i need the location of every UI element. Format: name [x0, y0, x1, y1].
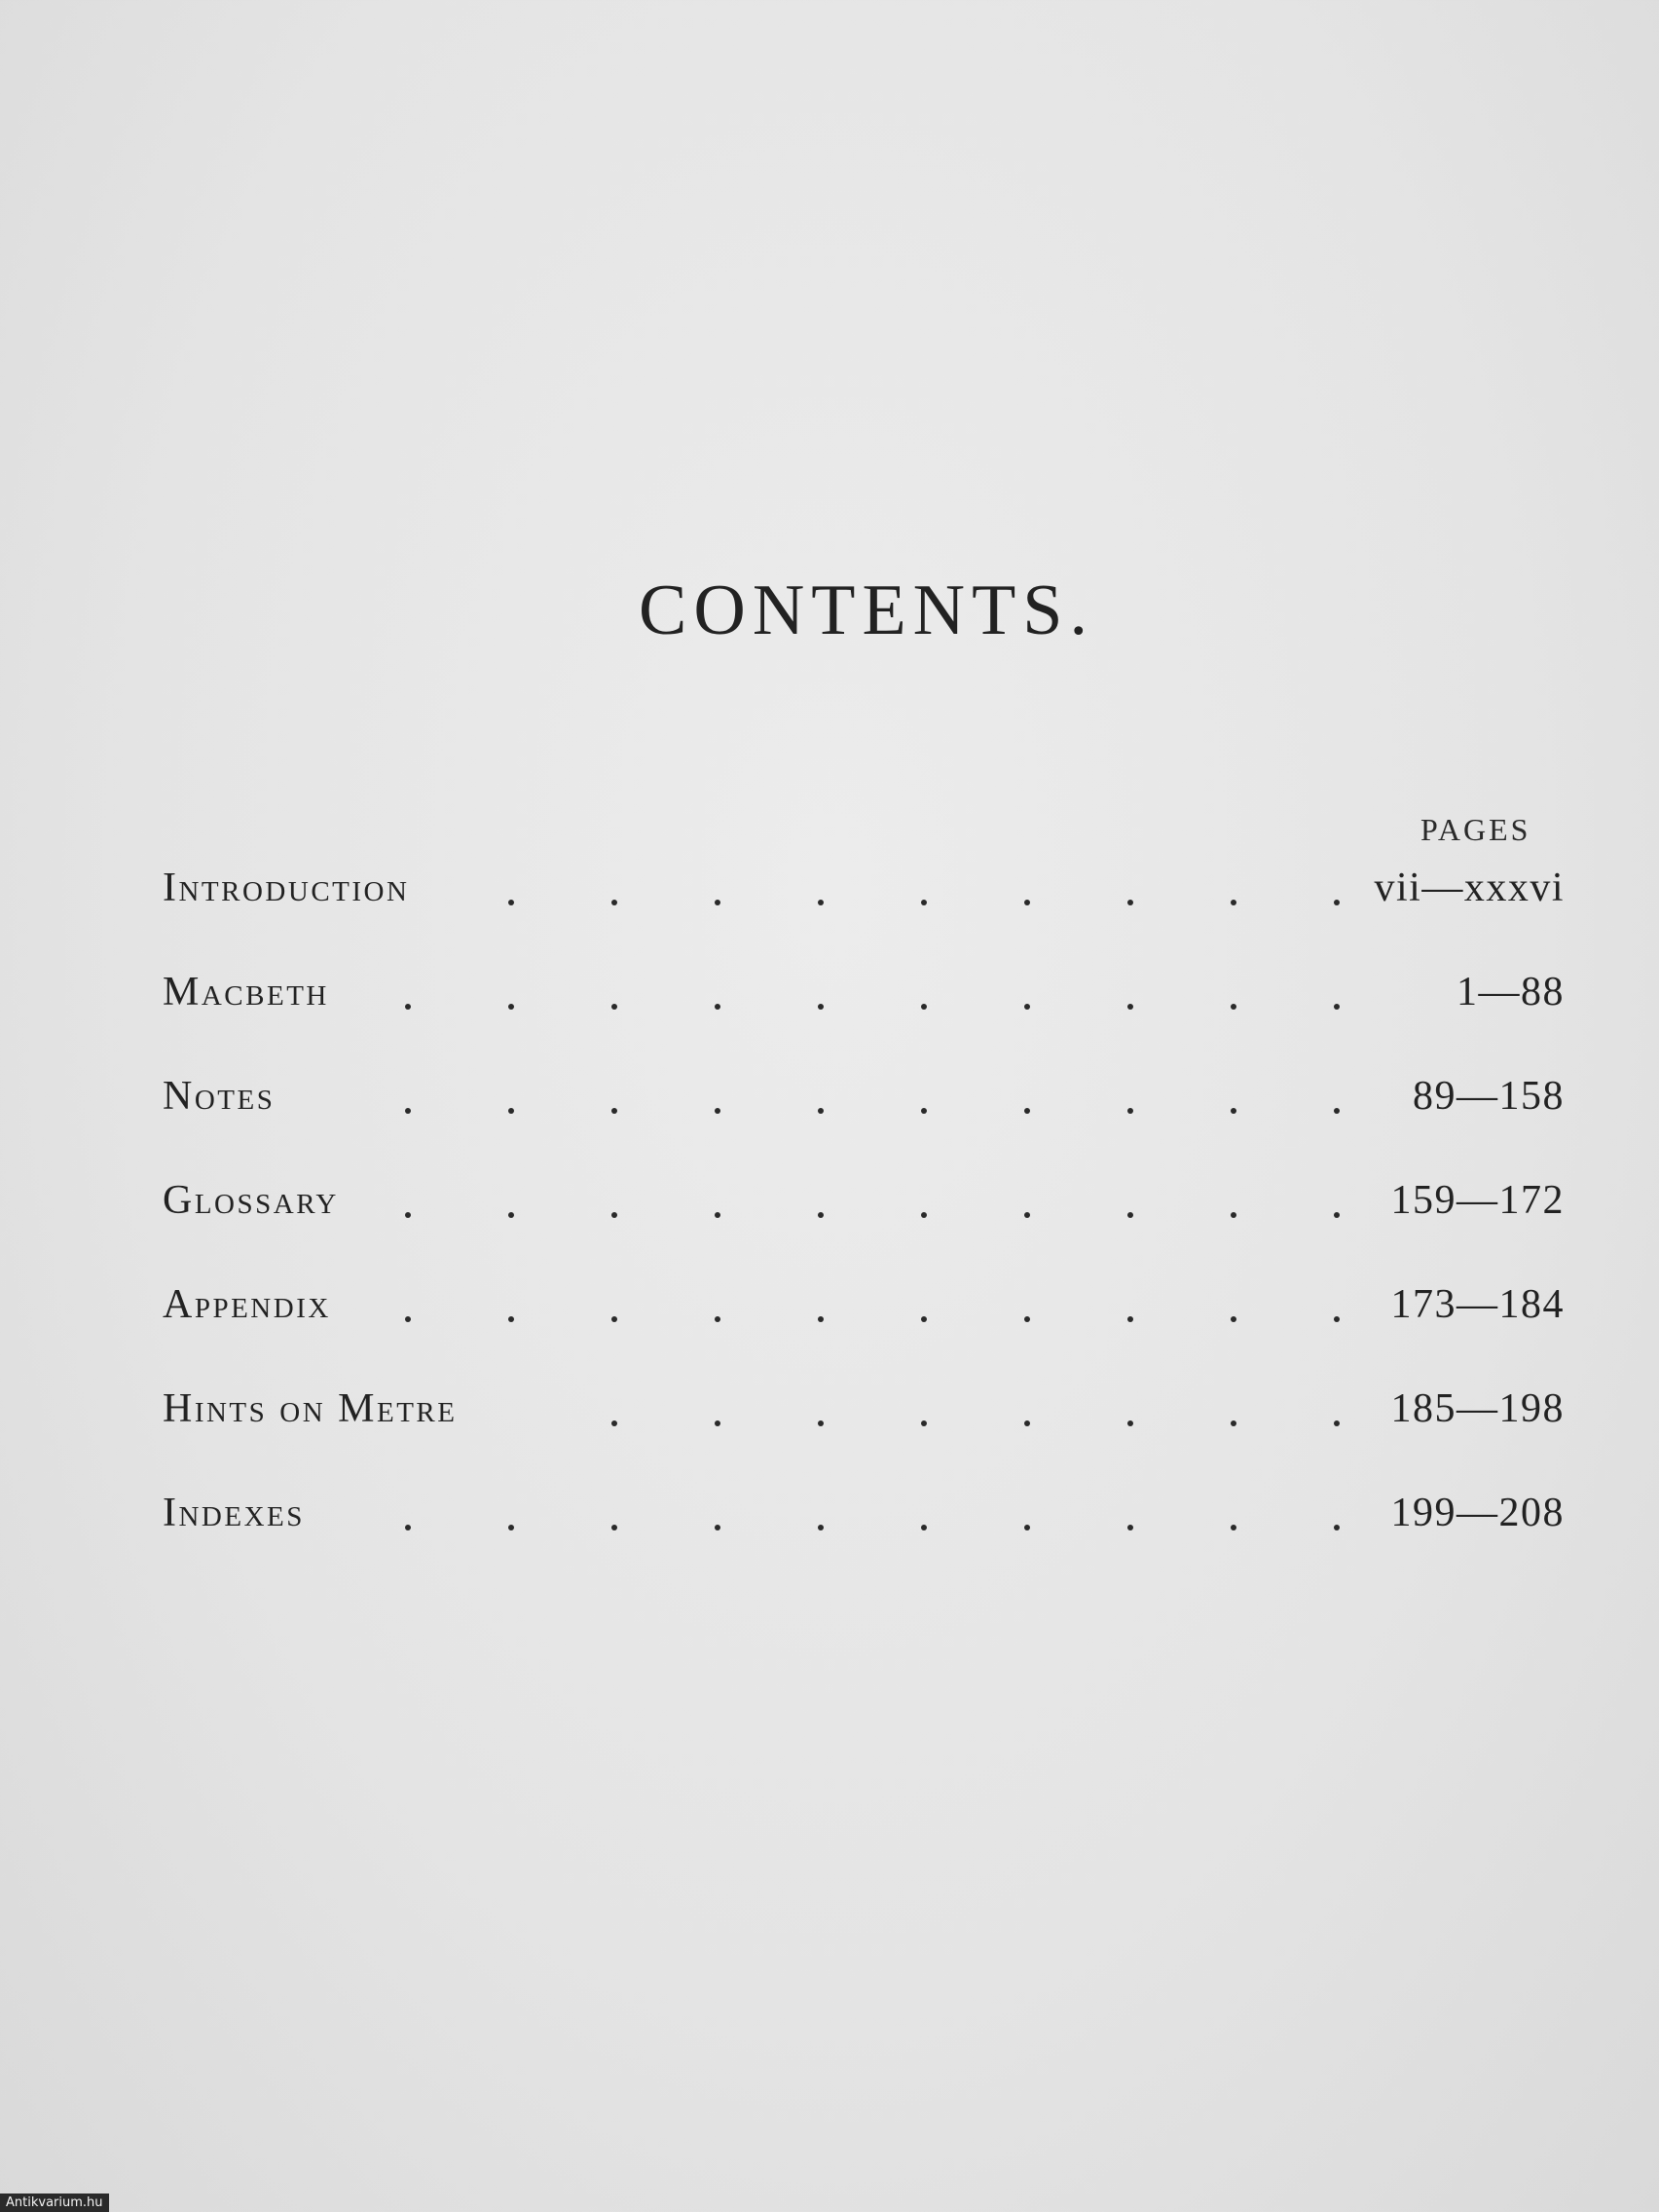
leader-dot [508, 1525, 514, 1530]
leader-dots [163, 1073, 1341, 1131]
leader-dot [611, 1004, 617, 1010]
watermark: Antikvarium.hu [0, 2194, 109, 2212]
leader-dot [1231, 1108, 1236, 1114]
leader-dot [405, 1004, 411, 1010]
leader-dot [715, 1212, 720, 1218]
toc-entry-pages: 1—88 [1456, 970, 1565, 1014]
leader-dot [715, 900, 720, 905]
leader-dot [818, 1004, 824, 1010]
toc-entry-label: Notes [163, 1074, 276, 1119]
leader-dot [611, 900, 617, 905]
leader-dots [163, 969, 1341, 1027]
leader-dot [1127, 1108, 1133, 1114]
leader-dot [1127, 1420, 1133, 1426]
toc-entry-label: Macbeth [163, 970, 329, 1014]
toc-entry-label: Hints on Metre [163, 1386, 458, 1431]
leader-dot [715, 1525, 720, 1530]
leader-dots [163, 1281, 1341, 1340]
leader-dot [1231, 1316, 1236, 1322]
pages-column-header: PAGES [1420, 812, 1531, 847]
toc-entry-pages: 89—158 [1413, 1074, 1565, 1119]
leader-dots [163, 1385, 1341, 1444]
leader-dot [1024, 1420, 1030, 1426]
leader-dot [1024, 1004, 1030, 1010]
leader-dot [405, 1316, 411, 1322]
toc-entry-label: Glossary [163, 1178, 339, 1223]
leader-dot [715, 1108, 720, 1114]
leader-dot [611, 1525, 617, 1530]
leader-dots [163, 1490, 1341, 1548]
toc-entry-hints-on-metre [163, 1385, 1565, 1490]
leader-dot [1231, 900, 1236, 905]
toc-entry-pages: 173—184 [1390, 1282, 1565, 1327]
leader-dot [1231, 1525, 1236, 1530]
leader-dot [611, 1108, 617, 1114]
table-of-contents [163, 865, 1565, 1594]
leader-dot [405, 1108, 411, 1114]
leader-dot [921, 1525, 927, 1530]
toc-entry-macbeth [163, 969, 1565, 1073]
leader-dot [508, 1212, 514, 1218]
toc-entry-introduction [163, 865, 1565, 969]
leader-dot [715, 1316, 720, 1322]
leader-dot [1334, 1420, 1340, 1426]
toc-entry-glossary [163, 1177, 1565, 1281]
leader-dot [921, 1004, 927, 1010]
toc-entry-pages: 185—198 [1390, 1386, 1565, 1431]
leader-dot [405, 1212, 411, 1218]
leader-dot [1231, 1420, 1236, 1426]
leader-dot [405, 1525, 411, 1530]
leader-dot [1127, 1525, 1133, 1530]
leader-dot [611, 1316, 617, 1322]
leader-dot [1334, 1004, 1340, 1010]
leader-dot [818, 900, 824, 905]
leader-dot [921, 1420, 927, 1426]
leader-dot [611, 1212, 617, 1218]
toc-entry-indexes [163, 1490, 1565, 1594]
leader-dot [818, 1525, 824, 1530]
leader-dot [1334, 1212, 1340, 1218]
leader-dot [1024, 1212, 1030, 1218]
leader-dot [1024, 900, 1030, 905]
leader-dot [1231, 1212, 1236, 1218]
leader-dot [1231, 1004, 1236, 1010]
toc-entry-notes [163, 1073, 1565, 1177]
leader-dot [508, 1004, 514, 1010]
leader-dot [715, 1004, 720, 1010]
toc-entry-label: Indexes [163, 1491, 305, 1535]
leader-dots [163, 865, 1341, 923]
leader-dot [921, 1316, 927, 1322]
leader-dot [508, 900, 514, 905]
contents-title: CONTENTS. [639, 571, 1094, 650]
toc-entry-appendix [163, 1281, 1565, 1385]
toc-entry-pages: 159—172 [1390, 1178, 1565, 1223]
leader-dot [1127, 1212, 1133, 1218]
toc-entry-label: Appendix [163, 1282, 331, 1327]
leader-dot [818, 1420, 824, 1426]
leader-dot [1127, 900, 1133, 905]
leader-dot [1127, 1316, 1133, 1322]
leader-dots [163, 1177, 1341, 1235]
leader-dot [921, 900, 927, 905]
toc-entry-pages: 199—208 [1390, 1491, 1565, 1535]
leader-dot [1024, 1108, 1030, 1114]
leader-dot [1334, 1525, 1340, 1530]
leader-dot [921, 1212, 927, 1218]
toc-entry-label: Introduction [163, 866, 410, 910]
leader-dot [1334, 900, 1340, 905]
leader-dot [921, 1108, 927, 1114]
leader-dot [818, 1316, 824, 1322]
leader-dot [818, 1108, 824, 1114]
toc-entry-pages: vii—xxxvi [1374, 866, 1565, 910]
leader-dot [611, 1420, 617, 1426]
leader-dot [1024, 1316, 1030, 1322]
leader-dot [1334, 1316, 1340, 1322]
leader-dot [1334, 1108, 1340, 1114]
leader-dot [508, 1316, 514, 1322]
leader-dot [715, 1420, 720, 1426]
leader-dot [508, 1108, 514, 1114]
leader-dot [1024, 1525, 1030, 1530]
leader-dot [1127, 1004, 1133, 1010]
leader-dot [818, 1212, 824, 1218]
